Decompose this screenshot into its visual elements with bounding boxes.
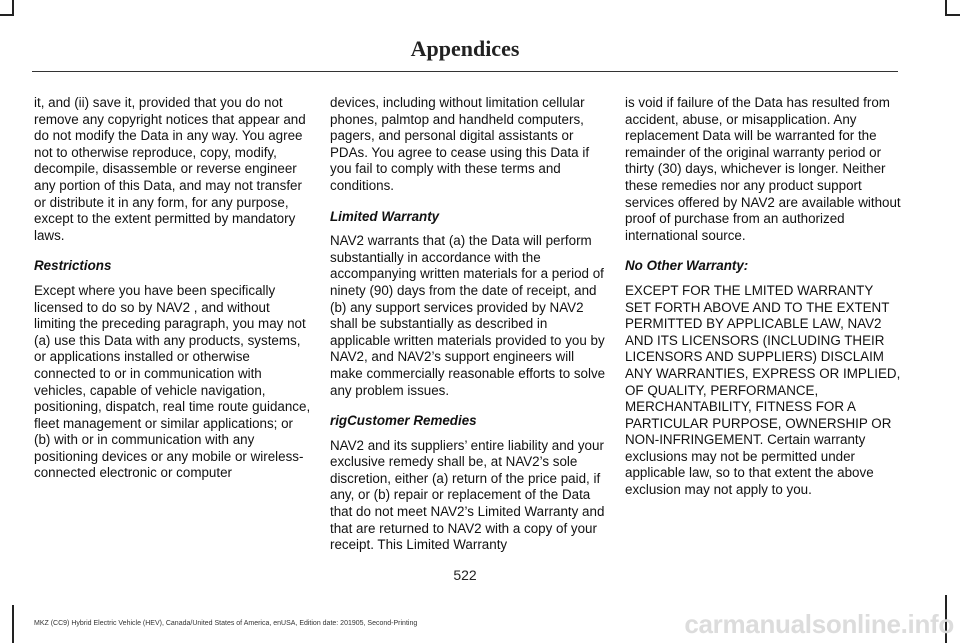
paragraph: EXCEPT FOR THE LMITED WARRANTY SET FORTH ABOVE AND TO THE EXTENT PERMITTED BY APPLICABLE LAW, NAV2 AND ITS LICENSORS (INCLUDING THEIR LICENSORS AND SUPPLIERS) DISCLAIM ANY WARRANTIES, EXPRESS OR IMPLIED, OF QUALITY, PERFORMANCE, MERCHANTABILITY, FITNESS FOR A PARTICULAR PURPOSE, OWNERSHIP OR NON-INFRINGEMENT. Certain warranty exclusions may not be permitted under applicable law, so to that extent the above exclusion may not apply to you. — [625, 282, 901, 498]
paragraph: is void if failure of the Data has resulted from accident, abuse, or misapplication. Any replacement Data will be warranted for the remainder of the original warranty period or thirty (30) days, whichever is longer. Neither these remedies nor any product support services offered by NAV2 are available without proof of purchase from an authorized international source. — [625, 95, 901, 243]
paragraph: devices, including without limitation cellular phones, palmtop and handheld computers, pagers, and personal digital assistants or PDAs. You agree to cease using this Data if you fail to comply with these terms and conditions. — [330, 95, 590, 193]
watermark: carmanualsonline.info — [684, 609, 954, 639]
header-divider — [32, 71, 898, 72]
page-title: Appendices — [410, 36, 520, 61]
paragraph: it, and (ii) save it, provided that you do not remove any copyright notices that appear and do not modify the Data in any way. You agree not to otherwise reproduce, copy, modify, decompile, disassemble or reverse engineer any portion of this Data, and may not transfer or distribute it in any form, for any purpose, except to the extent permitted by mandatory laws. — [34, 95, 306, 243]
paragraph: NAV2 warrants that (a) the Data will perform substantially in accordance with the accompanying written materials for a period of ninety (90) days from the date of receipt, and (b) any support services provided by NAV2 shall be substantially as described in applicable written materials provided to you by NAV2, and NAV2’s support engineers will make commercially reasonable efforts to solve any problem issues. — [330, 233, 606, 398]
section-heading-restrictions: Restrictions — [34, 258, 112, 274]
text-column-3 — [625, 95, 902, 513]
text-column-1 — [34, 95, 311, 496]
paragraph: NAV2 and its suppliers’ entire liability and your exclusive remedy shall be, at NAV2’s sole discretion, either (a) return of the price paid, if any, or (b) repair or replacement of the Data that do not meet NAV2’s Limited Warranty and that are returned to NAV2 with a copy of your receipt. This Limited Warranty — [330, 437, 605, 553]
text-column-2 — [330, 95, 607, 568]
crop-mark-top-left-horizontal — [0, 14, 14, 16]
section-heading-limited-warranty: Limited Warranty — [330, 208, 440, 224]
section-heading-no-other-warranty: No Other Warranty: — [625, 258, 749, 274]
edition-footer: MKZ (CC9) Hybrid Electric Vehicle (HEV), Canada/United States of America, enUSA, Edition date: 201905, Second-Printing — [34, 620, 418, 627]
section-heading-customer-remedies: rigCustomer Remedies — [330, 413, 477, 429]
page-number: 522 — [453, 567, 477, 583]
crop-mark-bottom-left-vertical — [12, 605, 14, 643]
paragraph: Except where you have been specifically licensed to do so by NAV2 , and without limiting the preceding paragraph, you may not (a) use this Data with any products, systems, or applications installed or otherwise connected to or in communication with vehicles, capable of vehicle navigation, positioning, dispatch, real time route guidance, fleet management or similar applications; or (b) with or in communication with any positioning devices or any mobile or wireless-connected electronic or computer — [34, 282, 311, 481]
crop-mark-top-right-horizontal — [945, 14, 960, 16]
